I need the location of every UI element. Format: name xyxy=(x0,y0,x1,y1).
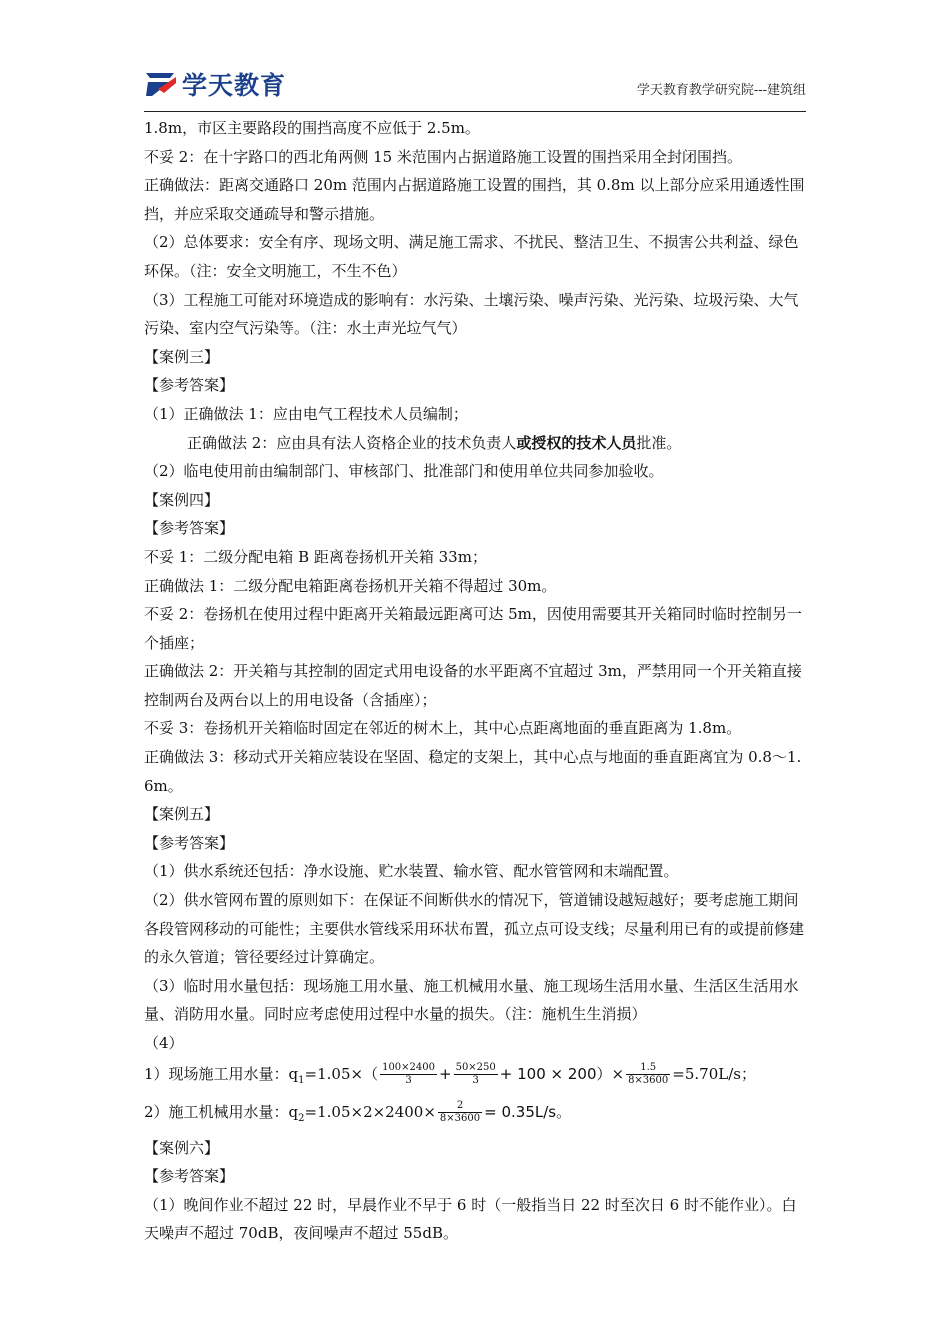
fraction xyxy=(626,1062,670,1087)
paragraph: 正确做法：距离交通路口 20m 范围内占据道路施工设置的围挡，其 0.8m 以上部分应采用通透性围挡，并应采取交通疏导和警示措施。 xyxy=(144,176,805,223)
formula-text: ）× xyxy=(596,1064,625,1083)
paragraph: （2）总体要求：安全有序、现场文明、满足施工需求、不扰民、整洁卫生、不损害公共利益、绿色环保。（注：安全文明施工，不生不色） xyxy=(144,233,799,280)
paragraph: 不妥 3：卷扬机开关箱临时固定在邻近的树木上，其中心点距离地面的垂直距离为 1.8m。 xyxy=(144,719,742,738)
paragraph: 正确做法 3：移动式开关箱应装设在坚固、稳定的支架上，其中心点与地面的垂直距离宜为 0.8～1.6m。 xyxy=(144,748,802,795)
section-heading: 【案例六】 xyxy=(144,1138,220,1157)
header-divider xyxy=(144,111,806,112)
header-right-text: 学天教育教学研究院---建筑组 xyxy=(636,83,806,98)
formula-subscript: 2 xyxy=(298,1112,305,1124)
paragraph: （2）供水管网布置的原则如下：在保证不间断供水的情况下，管道铺设越短越好；要考虑施工期间各段管网移动的可能性；主要供水管线采用环状布置，孤立点可设支线；尽量利用已有的或提前修建的永久管道；管径要经过计算确定。 xyxy=(144,891,805,967)
section-heading: 【案例五】 xyxy=(144,805,220,824)
formula-line-1 xyxy=(144,1058,808,1097)
formula-result: = 0.35L/s。 xyxy=(484,1102,572,1121)
logo xyxy=(144,66,286,102)
paragraph: 正确做法 1：二级分配电箱距离卷扬机开关箱不得超过 30m。 xyxy=(144,576,557,595)
numerator: 100×2400 xyxy=(382,1062,435,1074)
numerator: 2 xyxy=(438,1100,482,1113)
paragraph: 不妥 2：卷扬机在使用过程中距离开关箱最远距离可达 5m，因使用需要其开关箱同时临时控制另一个插座； xyxy=(144,605,802,652)
paragraph: 不妥 1：二级分配电箱 B 距离卷扬机开关箱 33m； xyxy=(144,547,487,566)
denominator: 8×3600 xyxy=(628,1075,669,1087)
paragraph: （3）工程施工可能对环境造成的影响有：水污染、土壤污染、噪声污染、光污染、垃圾污染、大气污染、室内空气污染等。（注：水土声光垃气气） xyxy=(144,290,799,338)
numerator: 1.5 xyxy=(626,1062,670,1075)
answer-heading: 【参考答案】 xyxy=(144,376,235,395)
page-header xyxy=(144,62,806,114)
denominator: 3 xyxy=(405,1075,412,1087)
denominator: 8×3600 xyxy=(439,1113,481,1125)
fraction xyxy=(438,1100,482,1125)
fraction xyxy=(454,1062,498,1087)
section-heading: 【案例三】 xyxy=(144,347,220,366)
section-heading: 【案例四】 xyxy=(144,490,220,509)
paragraph: （1）晚间作业不超过 22 时，早晨作业不早于 6 时（一般指当日 22 时至次日 6 时不能作业）。白天噪声不超过 70dB，夜间噪声不超过 55dB。 xyxy=(144,1195,797,1243)
paragraph: （1）供水系统还包括：净水设施、贮水装置、输水管、配水管管网和末端配置。 xyxy=(144,862,679,881)
document-body xyxy=(144,114,808,1248)
formula-operator: + xyxy=(439,1064,452,1083)
paragraph: （4） xyxy=(144,1034,184,1052)
paragraph: 不妥 2：在十字路口的西北角两侧 15 米范围内占据道路施工设置的围挡采用全封闭围挡。 xyxy=(144,147,742,166)
formula-subscript: 1 xyxy=(298,1074,305,1086)
formula-text: 2）施工机械用水量：q xyxy=(144,1102,299,1121)
bold-text: 或授权的技术人员 xyxy=(516,433,637,452)
fraction xyxy=(380,1062,437,1087)
paragraph xyxy=(144,429,808,458)
denominator: 3 xyxy=(472,1075,479,1087)
text-span: 正确做法 2：应由具有法人资格企业的技术负责人 xyxy=(187,433,517,452)
formula-line-2 xyxy=(144,1097,808,1134)
paragraph: （3）临时用水量包括：现场施工用水量、施工机械用水量、施工现场生活用水量、生活区生活用水量、消防用水量。同时应考虑使用过程中水量的损失。（注：施机生生消损） xyxy=(144,976,799,1024)
paragraph: （2）临电使用前由编制部门、审核部门、批准部门和使用单位共同参加验收。 xyxy=(144,462,664,481)
formula-text: 1）现场施工用水量：q xyxy=(144,1064,299,1083)
paragraph: 正确做法 2：开关箱与其控制的固定式用电设备的水平距离不宜超过 3m，严禁用同一个开关箱直接控制两台及两台以上的用电设备（含插座）； xyxy=(144,662,802,709)
answer-heading: 【参考答案】 xyxy=(144,1167,235,1186)
text-span: 批准。 xyxy=(636,433,682,452)
logo-mark-icon xyxy=(144,69,178,99)
numerator: 50×250 xyxy=(455,1062,496,1074)
formula-term: + 100 × 200 xyxy=(499,1064,597,1083)
paragraph: （1）正确做法 1：应由电气工程技术人员编制； xyxy=(144,404,468,423)
formula-text: =1.05×2×2400× xyxy=(304,1102,436,1121)
answer-heading: 【参考答案】 xyxy=(144,519,235,538)
paragraph: 1.8m，市区主要路段的围挡高度不应低于 2.5m。 xyxy=(144,119,480,137)
formula-text: =1.05×（ xyxy=(304,1064,379,1083)
formula-result: =5.70L/s； xyxy=(672,1064,756,1083)
logo-text: 学天教育 xyxy=(182,71,287,100)
answer-heading: 【参考答案】 xyxy=(144,833,235,852)
